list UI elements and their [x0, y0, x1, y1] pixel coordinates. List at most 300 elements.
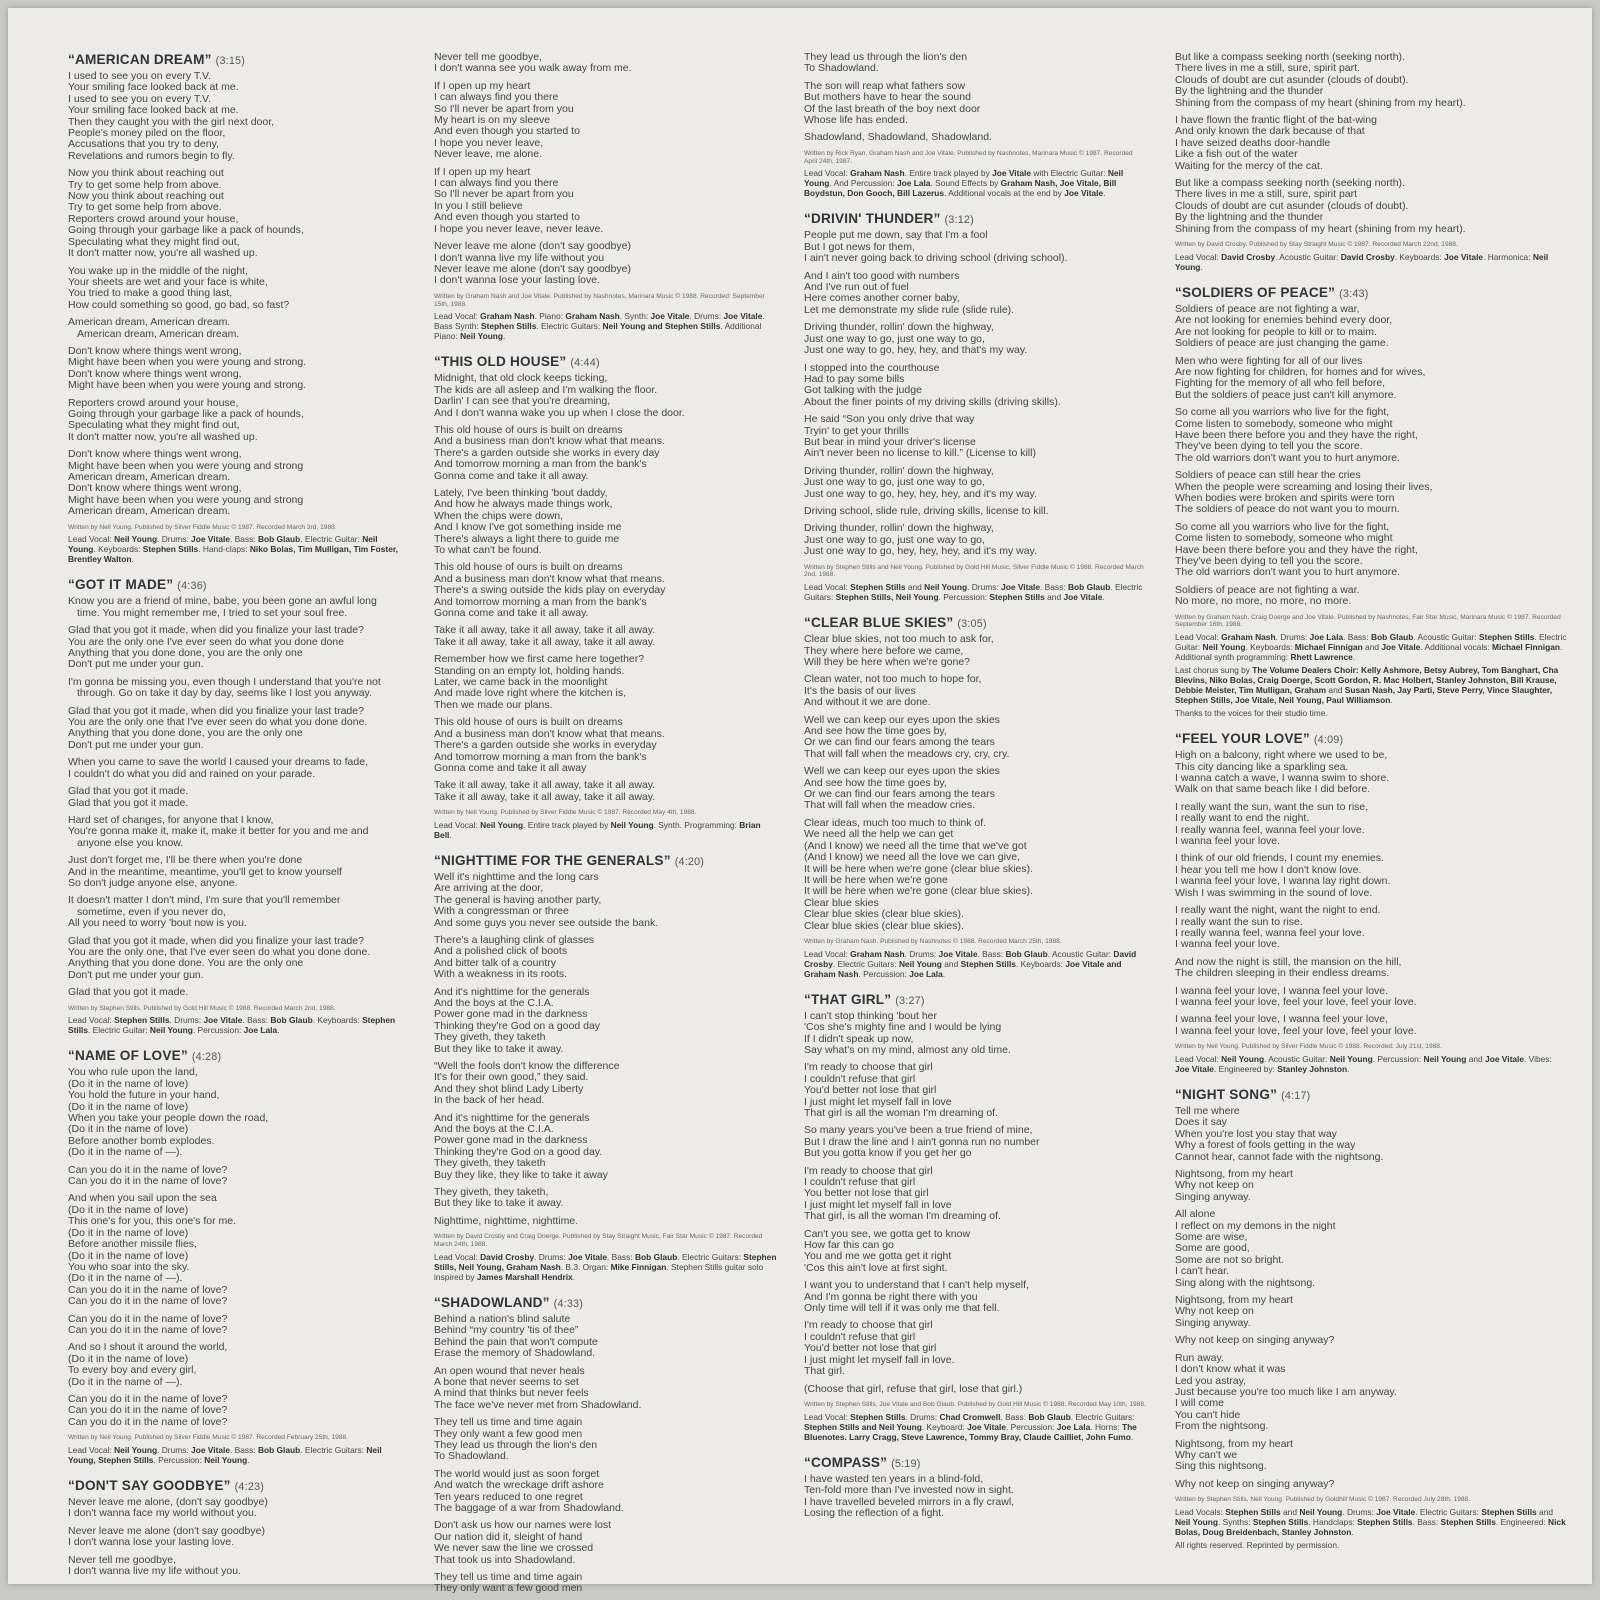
lyric-line: To Shadowland.: [434, 1450, 509, 1463]
lyric-line: Remember how we first came here together?: [434, 653, 645, 666]
lyric-line: Buy they like, they like to take it away: [434, 1168, 608, 1181]
song-block: [804, 992, 1146, 1442]
lyric-line: And now the night is still, the mansion on the hill,: [1175, 955, 1402, 968]
lyric-line: Whose life has ended.: [804, 114, 908, 127]
credit-text: . Bass:: [1000, 1411, 1029, 1422]
lyric-line: In you I still believe: [434, 199, 523, 212]
lyric-stanza: [434, 425, 780, 482]
credit-text: Neil Young: [924, 582, 968, 593]
lyric-line: Don't put me under your gun.: [68, 738, 204, 751]
lyric-stanza: [434, 1469, 780, 1515]
lyric-stanza: [1175, 585, 1567, 608]
lyric-line: All alone: [1175, 1208, 1216, 1221]
lyric-line: Anything that you done done, you are the only one: [68, 647, 303, 660]
lyric-line: Might have been when you were young and strong: [68, 459, 304, 472]
lyric-stanza: [804, 715, 1146, 761]
lyric-line: By the lightning and the thunder: [1175, 85, 1324, 98]
credit-text: . Keyboards:: [1245, 642, 1295, 653]
credit-text: . Bass Synth:: [434, 311, 765, 332]
lyric-line: There's always a light there to guide me: [434, 532, 620, 545]
lyric-line: And tomorrow morning a man from the bank's: [434, 595, 647, 608]
credit-text: . Percussion:: [938, 592, 990, 603]
credit-text: . Electric Guitar:: [1175, 632, 1567, 653]
lyric-stanza: [434, 241, 780, 287]
lyric-stanza: [68, 786, 404, 809]
song-continued: [434, 52, 780, 341]
lyric-line: And see how the time goes by,: [804, 776, 947, 789]
lyric-line: Take it all away, take it all away, take it all away.: [434, 624, 656, 637]
lyric-stanza: [68, 1314, 404, 1337]
lyric-line: Never leave me alone, (don't say goodbye): [68, 1495, 268, 1508]
lyric-line: It's for their own good,” they said.: [434, 1071, 589, 1084]
lyric-line: Clear ideas, much too much to think of.: [804, 816, 987, 829]
lyric-line: And the boys at the C.I.A.: [434, 996, 554, 1009]
lyric-line: Clear blue skies, not too much to ask for,: [804, 633, 994, 646]
lyric-line: It's the basis of our lives: [804, 684, 916, 697]
lyric-line: Nightsong, from my heart: [1175, 1168, 1293, 1180]
credit-text: Bob Glaub: [257, 534, 301, 545]
song-title: [804, 615, 1146, 630]
lyric-line: I think of our old friends, I count my enemies.: [1175, 852, 1384, 865]
credit-text: Neil Young: [1202, 642, 1246, 653]
lyric-line: You can't hide: [1175, 1408, 1241, 1421]
lyric-line: People's money piled on the floor,: [68, 127, 226, 140]
credit-text: Bob Glaub: [1067, 582, 1111, 593]
credit-text: Joe Vitale: [1381, 642, 1421, 653]
lyric-line: Singing anyway.: [1175, 1316, 1251, 1329]
lyric-line: By the lightning and the thunder: [1175, 211, 1324, 224]
lyric-line: And I've run out of fuel: [804, 281, 909, 294]
song-title: [434, 354, 780, 369]
lyric-stanza: [434, 562, 780, 619]
lyric-line: Does it say: [1175, 1116, 1227, 1129]
lyric-line: Can you do it in the name of love?: [68, 1283, 228, 1296]
lyric-line: When bodies were broken and spirits were torn: [1175, 491, 1395, 504]
lyric-line: I have wasted ten years in a blind-fold,: [804, 1472, 984, 1485]
lyric-line: Your smiling face looked back at me.: [68, 81, 239, 94]
lyric-line: Just one way to go, hey, hey, hey, and it's my way.: [804, 487, 1037, 500]
lyric-line: Some are not so bright.: [1175, 1253, 1285, 1266]
lyric-stanza: [804, 1125, 1146, 1159]
chorus-credits: [1175, 665, 1567, 705]
lyric-line: Why not keep on: [1175, 1305, 1254, 1318]
credit-text: Joe Vitale: [191, 1444, 230, 1455]
credit-text: Bob Glaub: [1005, 948, 1048, 959]
credit-text: Joe Vitale: [1063, 592, 1103, 603]
credit-text: Stephen Stills, Neil Young, Graham Nash: [434, 1251, 777, 1272]
lyric-line: To Shadowland.: [804, 62, 879, 75]
lyric-line: Behind a nation's blind salute: [434, 1312, 571, 1325]
lyric-line: And when you sail upon the sea: [68, 1192, 217, 1205]
lyric-line: Sing this nightsong.: [1175, 1460, 1267, 1473]
lyric-stanza: [68, 266, 404, 312]
lyric-stanza: [434, 1187, 780, 1210]
lyric-line: Can you do it in the name of love?: [68, 1175, 228, 1188]
credit-text: . Drums:: [967, 582, 1002, 593]
lyric-line: People put me down, say that I'm a fool: [804, 229, 988, 242]
credit-text: Joe Vitale: [203, 1015, 243, 1026]
credit-text: . Additional Piano:: [434, 321, 762, 342]
lyric-line: There's a garden outside she works in everyday: [434, 739, 657, 752]
lyric-line: They lead us through the lion's den: [434, 1438, 598, 1451]
publishing-credit: Written by David Crosby and Craig Doerge. Published by Stay Straight Music, Fair Star Music © 1987. Recorded March 24th, 1988.: [434, 1233, 763, 1249]
lyric-line: I really want the night, want the night to end.: [1175, 904, 1381, 917]
lyric-line: Later, we came back in the moonlight: [434, 676, 608, 689]
publishing-credit: Written by Stephen Stills, Neil Young. Published by Goldhill Music © 1987. Recorded July 28th, 1988.: [1175, 1496, 1471, 1504]
lyric-line: You wake up in the middle of the night,: [68, 264, 248, 277]
song-title: [1175, 1087, 1567, 1102]
lyric-line: Soldiers of peace are not fighting a war,: [1175, 302, 1360, 315]
lyric-line: Never leave me alone (don't say goodbye): [434, 262, 631, 275]
song-title-text: “FEEL YOUR LOVE”: [1175, 731, 1310, 747]
lyric-line: Before another missile flies,: [68, 1238, 197, 1251]
publishing-credit: Written by Stephen Stills. Published by Gold Hill Music © 1988. Recorded March 2nd, 1988.: [68, 1004, 336, 1012]
lyric-line: The soldiers of peace do not want you to mourn.: [1175, 503, 1400, 516]
lyric-line: This one's for you, this one's for me.: [68, 1215, 236, 1228]
lyric-line: Shadowland, Shadowland, Shadowland.: [804, 131, 992, 144]
lyric-line: And they shot blind Lady Liberty: [434, 1082, 584, 1095]
lyric-line: I stopped into the courthouse: [804, 361, 940, 374]
lyric-line: Can you do it in the name of love?: [68, 1312, 228, 1325]
lyric-line: You hold the future in your hand,: [68, 1089, 220, 1102]
lyric-line: I really want the sun to rise.: [1175, 915, 1303, 928]
song-duration: (3:27): [895, 994, 925, 1007]
lyric-stanza: [68, 987, 404, 998]
lyric-line: Soldiers of peace are not fighting a war.: [1175, 583, 1360, 596]
song-title-text: “NAME OF LOVE”: [68, 1048, 188, 1064]
lyric-line: This old house of ours is built on dreams: [434, 561, 623, 574]
lyric-line: Or we can find our fears among the tears: [804, 788, 995, 801]
credit-text: . Electric Guitars:: [832, 958, 899, 969]
lyric-stanza: [804, 523, 1146, 557]
lyric-stanza: [434, 1417, 780, 1463]
lyric-stanza: [804, 132, 1146, 143]
credit-text: Joe Vitale: [1376, 1506, 1416, 1517]
lyric-line: Might have been when you were young and strong: [68, 493, 304, 506]
lyric-line: There lives in me a still, sure, spirit part: [1175, 188, 1358, 201]
credit-text: Stephen Stills: [989, 592, 1045, 603]
lyric-line: Driving thunder, rollin' down the highway,: [804, 321, 994, 334]
lyric-line: There's a laughing clink of glasses: [434, 933, 595, 946]
performer-credits: [68, 1445, 404, 1465]
lyric-line: Never tell me goodbye,: [68, 1553, 176, 1566]
lyric-stanza: [434, 1216, 780, 1227]
lyric-line: Well we can keep our eyes upon the skies: [804, 713, 1000, 726]
lyric-line: Erase the memory of Shadowland.: [434, 1347, 596, 1360]
credit-text: . Bass:: [230, 534, 258, 545]
lyric-stanza: [68, 895, 404, 929]
song-title: [1175, 285, 1567, 300]
lyric-line: I wanna catch a wave, I wanna swim to shore.: [1175, 772, 1390, 785]
lyric-line: Glad that you got it made.: [68, 986, 189, 999]
credit-text: Neil Young: [1299, 1506, 1343, 1517]
lyric-line: They only want a few good men: [434, 1427, 583, 1440]
lyric-line: Clouds of doubt are cut asunder (clouds of doubt).: [1175, 199, 1409, 212]
lyric-line: (Do it in the name of love): [68, 1352, 189, 1365]
lyric-stanza: [68, 1067, 404, 1158]
lyric-line: Never leave, me alone.: [434, 148, 542, 161]
lyric-line: How could something so good, go bad, so fast?: [68, 298, 290, 311]
lyric-line: Can you do it in the name of love?: [68, 1404, 228, 1417]
lyric-line: Just one way to go, hey, hey, hey, and it's my way.: [804, 545, 1037, 558]
lyric-line: That girl.: [804, 1365, 845, 1378]
lyric-line: That will fall when the meadow cries.: [804, 799, 975, 812]
lyric-stanza: [434, 373, 780, 419]
credit-text: Bob Glaub: [634, 1251, 678, 1262]
lyric-line: Never leave me alone (don't say goodbye): [434, 240, 631, 253]
credit-text: Neil Young: [610, 819, 654, 830]
credit-text: . Keyboards:: [1015, 958, 1066, 969]
lyric-stanza: [434, 935, 780, 981]
lyric-line: And without it we are done.: [804, 696, 931, 709]
lyric-line: I used to see you on every T.V.: [68, 70, 212, 82]
lyric-line: Take it all away, take it all away, take it all away.: [434, 635, 656, 648]
lyric-line: They only want a few good men: [434, 1582, 583, 1595]
lyric-line: American dream, American dream.: [68, 505, 231, 518]
credit-text: Lead Vocal:: [68, 1015, 115, 1026]
lyric-line: The world would just as soon forget: [434, 1467, 600, 1480]
credit-text: Bob Glaub: [1028, 1411, 1071, 1422]
lyric-line: High on a balcony, right where we used to be,: [1175, 749, 1388, 762]
lyric-line: It will be here when we're gone: [804, 873, 948, 886]
lyric-line: I used to see you on every T.V.: [68, 92, 212, 105]
performer-credits: [1175, 1054, 1567, 1074]
lyric-line: Midnight, that old clock keeps ticking,: [434, 372, 608, 385]
lyric-line: Driving school, slide rule, driving skills, license to kill.: [804, 504, 1049, 517]
lyric-line: You're gonna make it, make it, make it better for you and me and: [68, 825, 369, 838]
credit-text: Bob Glaub: [1371, 632, 1414, 643]
lyric-stanza: [68, 1342, 404, 1388]
lyric-stanza: [434, 1520, 780, 1566]
song-title: [68, 577, 404, 592]
lyric-line: Don't know where things went wrong,: [68, 482, 242, 495]
lyric-line: So many years you've been a true friend of mine,: [804, 1124, 1033, 1137]
lyric-stanza: [1175, 957, 1567, 980]
lyric-line: Soldiers of peace are just changing the game.: [1175, 337, 1389, 350]
lyric-line: I'm ready to choose that girl: [804, 1319, 933, 1332]
lyric-line: A bone that never seems to set: [434, 1375, 579, 1388]
credit-text: .: [1351, 1526, 1354, 1537]
lyric-line: Glad that you got it made.: [68, 785, 189, 798]
performer-credits: [68, 534, 404, 564]
lyric-line: And a business man don't know what that means.: [434, 435, 665, 448]
lyric-line: Then we made our plans.: [434, 698, 553, 711]
performer-credits: [434, 1252, 780, 1282]
credit-text: . Percussion:: [153, 1454, 205, 1465]
credit-text: . Drums:: [1342, 1506, 1377, 1517]
lyric-line: I wanna feel your love, I wanna feel your love,: [1175, 1013, 1389, 1026]
lyric-line: Power gone mad in the darkness: [434, 1134, 588, 1147]
credit-text: . Electric Guitars:: [1415, 1506, 1482, 1517]
song-title-text: “THAT GIRL”: [804, 991, 892, 1007]
lyric-stanza: [68, 449, 404, 517]
credit-text: .: [503, 331, 506, 342]
lyric-stanza: [1175, 986, 1567, 1009]
lyric-line: Going through your garbage like a pack of hounds,: [68, 224, 304, 237]
lyric-line: I just might let myself fall in love.: [804, 1353, 955, 1366]
credit-text: . Electric Guitars:: [677, 1251, 744, 1262]
lyric-line: And a business man don't know what that means.: [434, 572, 665, 585]
credit-text: . Percussion:: [1006, 1421, 1057, 1432]
lyric-line: Speculating what they might find out,: [68, 235, 240, 248]
credit-text: Lead Vocal:: [1175, 251, 1222, 262]
lyric-line: Know you are a friend of mine, babe, you been gone an awful long: [68, 595, 377, 608]
credit-text: . Acoustic Guitar:: [1264, 1053, 1330, 1064]
lyric-line: I don't wanna lose your lasting love.: [434, 274, 601, 287]
lyric-line: (Do it in the name of love): [68, 1123, 189, 1136]
credit-text: . Percussion:: [858, 968, 910, 979]
lyric-stanza: [68, 1165, 404, 1188]
lyric-line: There's a swing outside the kids play on everyday: [434, 584, 666, 597]
credit-text: . Bass:: [607, 1251, 635, 1262]
credit-text: Joe Vitale: [191, 534, 230, 545]
credit-text: . Horns:: [1090, 1421, 1122, 1432]
lyric-line: If I didn't speak up now,: [804, 1032, 914, 1045]
credit-text: . Percussion:: [192, 1025, 244, 1036]
song-title-text: “THIS OLD HOUSE”: [434, 354, 567, 370]
credit-text: . B.3. Organ:: [560, 1261, 611, 1272]
lyric-stanza: [1175, 470, 1567, 516]
lyric-line: Can't you see, we gotta get to know: [804, 1227, 971, 1240]
lyric-stanza: [1175, 1209, 1567, 1289]
lyric-line: I can always find you there: [434, 91, 559, 104]
lyric-line: Don't know where things went wrong,: [68, 448, 242, 461]
lyric-line: You who rule upon the land,: [68, 1066, 198, 1079]
lyric-line: I hear you tell me how I don't know love.: [1175, 863, 1362, 876]
credit-text: and: [1326, 685, 1345, 696]
credit-text: . Engineered by:: [1213, 1063, 1278, 1074]
lyric-line: My heart is on my sleeve: [434, 114, 551, 127]
lyric-line: Before another bomb explodes.: [68, 1134, 215, 1147]
lyric-line: Ten years reduced to one regret: [434, 1490, 583, 1503]
lyric-line: (And I know) we need all the love we can give,: [804, 851, 1020, 864]
lyric-line: And in the meantime, meantime, you'll get to know yourself: [68, 865, 342, 878]
lyric-line: Just don't forget me, I'll be there when you're done: [68, 854, 303, 867]
lyric-line: Gonna come and take it all away: [434, 761, 587, 774]
lyric-line: Thinking they're God on a good day.: [434, 1145, 603, 1158]
credit-text: Stephen Stills: [481, 321, 537, 332]
lyric-line: Now you think about reaching out: [68, 190, 224, 203]
credit-text: Michael Finnigan: [1492, 642, 1560, 653]
lyric-line: It doesn't matter I don't mind, I'm sure that you'll remember: [68, 894, 341, 907]
song-block: [1175, 285, 1567, 718]
lyric-stanza: [68, 1555, 404, 1578]
lyric-line: And watch the wreckage drift ashore: [434, 1479, 604, 1492]
credit-text: Joe Vitale: [1001, 582, 1041, 593]
credit-text: . Engineered:: [1495, 1516, 1549, 1527]
lyric-stanza: [1175, 905, 1567, 951]
lyric-line: Why a forest of fools getting in the way: [1175, 1139, 1356, 1152]
credit-text: . Electric Guitars:: [804, 582, 1143, 603]
lyric-line: I couldn't refuse that girl: [804, 1176, 916, 1189]
lyrics-column-4: [1175, 52, 1567, 1572]
song-duration: (4:20): [674, 855, 705, 868]
lyric-line: And the boys at the C.I.A.: [434, 1123, 554, 1136]
lyric-line: Just one way to go, hey, hey, and that's my way.: [804, 344, 1028, 357]
credit-text: . Drums:: [157, 534, 192, 545]
credit-text: James Marshall Hendrix: [476, 1271, 573, 1282]
lyric-line: And only known the dark because of that: [1175, 125, 1365, 138]
song-duration: (5:19): [891, 1457, 921, 1470]
lyric-line: Why not keep on singing anyway?: [1175, 1334, 1335, 1347]
credit-text: Lead Vocal:: [804, 948, 851, 959]
lyric-line: They've been dying to tell you the score.: [1175, 440, 1363, 453]
lyric-line: Clouds of doubt are cut asunder (clouds of doubt).: [1175, 73, 1409, 86]
lyric-line: This old house of ours is built on dreams: [434, 716, 623, 729]
credit-text: . Percussion:: [1372, 1053, 1424, 1064]
lyric-stanza: [434, 1366, 780, 1412]
lyric-line: But the soldiers of peace just can't kill anymore.: [1175, 388, 1397, 401]
song-block: [804, 211, 1146, 602]
lyric-line: Don't know where things went wrong,: [68, 344, 242, 357]
credit-text: . Acoustic Guitar:: [1047, 948, 1114, 959]
credit-text: .: [277, 1025, 280, 1036]
lyric-line: We never saw the line we crossed: [434, 1542, 594, 1555]
lyric-line: Men who were fighting for all of our lives: [1175, 354, 1363, 367]
lyric-line: Got talking with the judge: [804, 384, 922, 397]
credit-text: Joe Vitale: [1444, 251, 1484, 262]
publishing-credit: Written by David Crosby. Published by Stay Straight Music © 1987. Recorded March 22nd, 1988.: [1175, 241, 1458, 249]
credit-text: Stephen Stills: [1440, 1516, 1496, 1527]
lyric-stanza: [68, 1526, 404, 1549]
lyric-line: Reporters crowd around your house,: [68, 396, 239, 409]
lyric-stanza: [1175, 750, 1567, 796]
lyric-line: You who soar into the sky.: [68, 1260, 190, 1273]
credit-text: . Synth:: [619, 311, 651, 322]
lyric-line: Darlin' I can see that you're dreaming,: [434, 395, 611, 408]
publishing-credit: Written by Neil Young. Published by Silver Fiddle Music © 1987. Recorded February 25th, 1988.: [68, 1434, 348, 1442]
lyric-line: The old warriors don't want you to hurt anymore.: [1175, 566, 1400, 579]
credit-text: . Keyboard:: [921, 1421, 968, 1432]
lyric-sheet: [8, 8, 1592, 1595]
credit-text: Joe Vitale: [1485, 1053, 1524, 1064]
song-title-text: “SHADOWLAND”: [434, 1294, 550, 1310]
lyric-stanza: [68, 677, 404, 700]
credit-text: . Piano:: [534, 311, 566, 322]
lyric-line: They giveth, they taketh,: [434, 1186, 549, 1199]
lyric-line: But they like to take it away.: [434, 1042, 564, 1055]
credit-text: Graham Nash: [1221, 632, 1276, 643]
lyric-line: I don't know what it was: [1175, 1363, 1286, 1376]
lyric-line: The son will reap what fathers sow: [804, 79, 966, 92]
lyric-stanza: [68, 815, 404, 849]
credit-text: Joe Lala: [243, 1025, 278, 1036]
lyric-line: But mothers have to hear the sound: [804, 91, 971, 104]
lyric-line: I couldn't do what you did and rained on your parade.: [68, 767, 316, 780]
lyric-line: Reporters crowd around your house,: [68, 212, 239, 225]
credit-text: Joe Lala: [1309, 632, 1344, 643]
credit-text: Joe Lala: [1056, 1421, 1091, 1432]
credit-text: Graham Nash: [850, 948, 905, 959]
lyric-line: They've been dying to tell you the score.: [1175, 555, 1363, 568]
lyric-stanza: [1175, 1479, 1567, 1490]
lyric-line: So come all you warriors who live for the fight,: [1175, 520, 1390, 533]
lyric-line: Glad that you got it made, when did you finalize your last trade?: [68, 934, 364, 947]
lyric-line: So I'll never be apart from you: [434, 102, 574, 115]
lyric-line: Anything that you done done, you are the only one: [68, 727, 303, 740]
lyric-stanza: [434, 52, 780, 75]
lyric-line: 'Cos this ain't love at first sight.: [804, 1261, 948, 1274]
lyric-line: Shining from the compass of my heart (shining from my heart).: [1175, 96, 1466, 109]
lyric-line: And I'm gonna be right there with you: [804, 1290, 978, 1303]
song-block: [804, 615, 1146, 979]
lyric-line: All you need to worry 'bout now is you.: [68, 917, 247, 930]
credit-text: Neil Young: [149, 1025, 193, 1036]
credit-text: Stephen Stills, Neil Young: [835, 592, 939, 603]
credit-text: Stephen Stills: [1252, 1516, 1309, 1527]
credit-text: Stephen Stills: [142, 544, 199, 555]
song-block: [1175, 731, 1567, 1074]
